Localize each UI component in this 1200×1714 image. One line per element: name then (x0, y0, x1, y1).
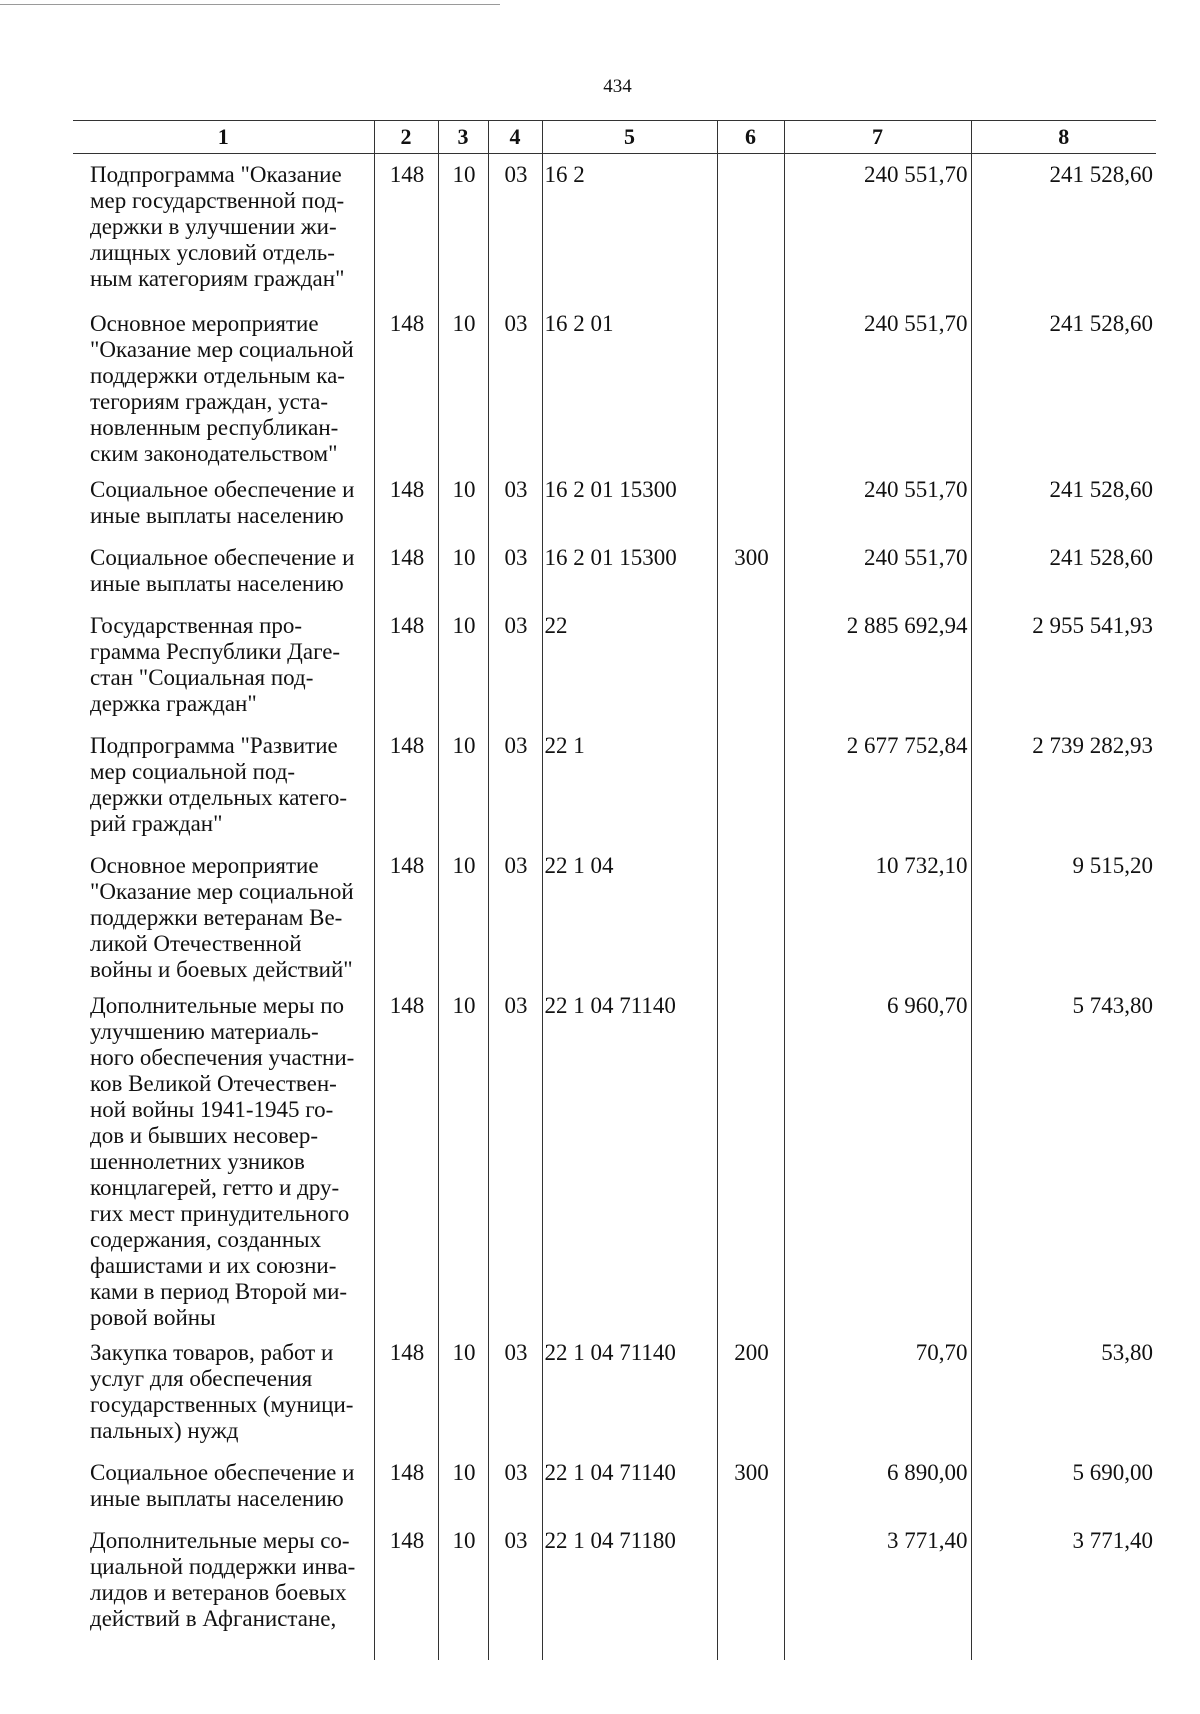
ministry-code-cell: 148 (374, 303, 438, 469)
amount-col7-cell: 2 885 692,94 (784, 605, 971, 725)
subsection-code-cell: 03 (488, 537, 542, 605)
row-name-cell: Подпрограмма "Развитие мер социальной под- держки отдельных катего- рий граждан" (90, 733, 348, 836)
header-cell-7: 7 (784, 121, 971, 154)
amount-col8-cell: 2 739 282,93 (971, 725, 1156, 845)
target-article-cell: 16 2 01 (542, 303, 717, 469)
row-name-cell: Социальное обеспечение и иные выплаты населению (90, 545, 355, 596)
scan-edge-line (0, 4, 500, 5)
row-name-cell: Дополнительные меры со- циальной поддержки инва- лидов и ветеранов боевых действий в Афганистане, (90, 1528, 356, 1631)
header-cell-5: 5 (542, 121, 717, 154)
target-article-cell: 16 2 01 15300 (542, 537, 717, 605)
section-code-cell: 10 (438, 154, 488, 304)
row-name-cell: Социальное обеспечение и иные выплаты населению (90, 477, 355, 528)
target-article-cell: 22 1 04 71180 (542, 1520, 717, 1660)
amount-col8-cell: 53,80 (971, 1332, 1156, 1452)
amount-col8-cell: 241 528,60 (971, 537, 1156, 605)
expense-type-cell (717, 1520, 784, 1660)
amount-col8-cell: 241 528,60 (971, 469, 1156, 537)
amount-col8-cell: 5 690,00 (971, 1452, 1156, 1520)
table-row (73, 537, 1156, 605)
subsection-code-cell: 03 (488, 1332, 542, 1452)
amount-col8-cell: 3 771,40 (971, 1520, 1156, 1660)
table-row (73, 605, 1156, 725)
ministry-code-cell: 148 (374, 1332, 438, 1452)
subsection-code-cell: 03 (488, 605, 542, 725)
section-code-cell: 10 (438, 985, 488, 1332)
ministry-code-cell: 148 (374, 845, 438, 985)
section-code-cell: 10 (438, 537, 488, 605)
table-row (73, 154, 1156, 304)
ministry-code-cell: 148 (374, 154, 438, 304)
header-cell-2: 2 (374, 121, 438, 154)
row-name-cell: Закупка товаров, работ и услуг для обеспечения государственных (муници- пальных) нужд (90, 1340, 354, 1443)
budget-table (73, 120, 1156, 1660)
expense-type-cell (717, 985, 784, 1332)
amount-col7-cell: 3 771,40 (784, 1520, 971, 1660)
section-code-cell: 10 (438, 1520, 488, 1660)
header-row (73, 121, 1156, 154)
row-name-cell: Основное мероприятие "Оказание мер социальной поддержки ветеранам Ве- ликой Отечественной войны и боевых действий" (90, 853, 354, 982)
header-cell-6: 6 (717, 121, 784, 154)
ministry-code-cell: 148 (374, 725, 438, 845)
page-number: 434 (603, 76, 632, 97)
row-name-cell: Подпрограмма "Оказание мер государственной под- держки в улучшении жи- лищных условий отдель- ным категориям граждан" (90, 162, 345, 291)
section-code-cell: 10 (438, 845, 488, 985)
section-code-cell: 10 (438, 1452, 488, 1520)
section-code-cell: 10 (438, 605, 488, 725)
row-name-cell: Государственная про- грамма Республики Даге- стан "Социальная под- держка граждан" (90, 613, 341, 716)
ministry-code-cell: 148 (374, 1452, 438, 1520)
table-row (73, 845, 1156, 985)
table-row (73, 303, 1156, 469)
expense-type-cell: 200 (717, 1332, 784, 1452)
amount-col7-cell: 6 960,70 (784, 985, 971, 1332)
ministry-code-cell: 148 (374, 985, 438, 1332)
amount-col7-cell: 6 890,00 (784, 1452, 971, 1520)
row-name-cell: Социальное обеспечение и иные выплаты населению (90, 1460, 355, 1511)
subsection-code-cell: 03 (488, 154, 542, 304)
ministry-code-cell: 148 (374, 605, 438, 725)
target-article-cell: 16 2 01 15300 (542, 469, 717, 537)
section-code-cell: 10 (438, 1332, 488, 1452)
header-cell-4: 4 (488, 121, 542, 154)
expense-type-cell (717, 154, 784, 304)
subsection-code-cell: 03 (488, 725, 542, 845)
target-article-cell: 22 1 (542, 725, 717, 845)
target-article-cell: 22 1 04 71140 (542, 1332, 717, 1452)
subsection-code-cell: 03 (488, 303, 542, 469)
expense-type-cell (717, 845, 784, 985)
subsection-code-cell: 03 (488, 1452, 542, 1520)
row-name-cell: Дополнительные меры по улучшению материаль- ного обеспечения участни- ков Великой Отечествен- ной войны 1941-1945 го- дов и бывших несовер- шеннолетних узников концлагерей, гетто и дру- гих мест принудительного содержания, созданных фашистами и их союзни- ками в период Второй ми- ровой войны (90, 993, 355, 1330)
ministry-code-cell: 148 (374, 1520, 438, 1660)
amount-col7-cell: 240 551,70 (784, 469, 971, 537)
amount-col7-cell: 240 551,70 (784, 154, 971, 304)
amount-col8-cell: 5 743,80 (971, 985, 1156, 1332)
amount-col7-cell: 2 677 752,84 (784, 725, 971, 845)
subsection-code-cell: 03 (488, 1520, 542, 1660)
amount-col8-cell: 9 515,20 (971, 845, 1156, 985)
target-article-cell: 22 1 04 71140 (542, 985, 717, 1332)
target-article-cell: 22 1 04 (542, 845, 717, 985)
table-row (73, 985, 1156, 1332)
subsection-code-cell: 03 (488, 985, 542, 1332)
table-row (73, 1332, 1156, 1452)
target-article-cell: 16 2 (542, 154, 717, 304)
expense-type-cell (717, 469, 784, 537)
header-cell-3: 3 (438, 121, 488, 154)
header-cell-8: 8 (971, 121, 1156, 154)
section-code-cell: 10 (438, 303, 488, 469)
amount-col7-cell: 70,70 (784, 1332, 971, 1452)
target-article-cell: 22 (542, 605, 717, 725)
amount-col7-cell: 240 551,70 (784, 537, 971, 605)
section-code-cell: 10 (438, 469, 488, 537)
expense-type-cell (717, 605, 784, 725)
table-row (73, 725, 1156, 845)
table-row (73, 1520, 1156, 1660)
ministry-code-cell: 148 (374, 469, 438, 537)
table-row (73, 469, 1156, 537)
target-article-cell: 22 1 04 71140 (542, 1452, 717, 1520)
ministry-code-cell: 148 (374, 537, 438, 605)
expense-type-cell: 300 (717, 1452, 784, 1520)
amount-col7-cell: 240 551,70 (784, 303, 971, 469)
amount-col8-cell: 241 528,60 (971, 303, 1156, 469)
subsection-code-cell: 03 (488, 469, 542, 537)
section-code-cell: 10 (438, 725, 488, 845)
header-cell-1: 1 (73, 121, 374, 154)
expense-type-cell (717, 303, 784, 469)
amount-col8-cell: 2 955 541,93 (971, 605, 1156, 725)
subsection-code-cell: 03 (488, 845, 542, 985)
amount-col8-cell: 241 528,60 (971, 154, 1156, 304)
expense-type-cell (717, 725, 784, 845)
table-row (73, 1452, 1156, 1520)
amount-col7-cell: 10 732,10 (784, 845, 971, 985)
row-name-cell: Основное мероприятие "Оказание мер социальной поддержки отдельным ка- тегориям граждан, уста- новленным республикан- ским законодательством" (90, 311, 354, 466)
expense-type-cell: 300 (717, 537, 784, 605)
